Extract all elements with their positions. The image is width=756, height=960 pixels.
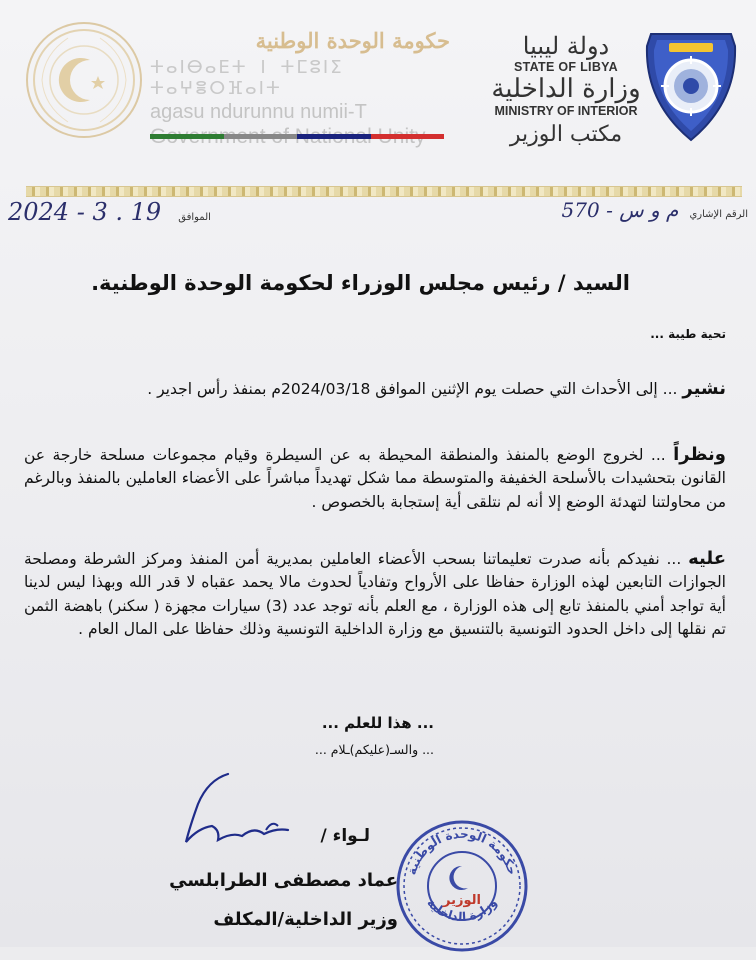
signatory-title: وزير الداخلية/المكلف [213, 909, 398, 930]
state-name-arabic: دولة ليبيا [522, 32, 610, 60]
police-badge-emblem [643, 28, 739, 146]
ministry-header [487, 32, 645, 147]
letter-greeting: تحية طيبة ... [650, 327, 726, 341]
signatory-rank: لـواء / [320, 826, 370, 846]
date-field [8, 198, 211, 228]
paragraph-2 [24, 443, 726, 514]
ministry-name-arabic: وزارة الداخلية [491, 74, 641, 104]
ministry-name-english: MINISTRY OF INTERIOR [494, 104, 638, 118]
paragraph-1 [24, 377, 726, 401]
official-stamp [392, 816, 532, 956]
paragraph-1-lead: نشير [682, 378, 726, 399]
minister-office-arabic: مكتب الوزير [509, 122, 623, 147]
date-value: 2024 - 3 . 19 [8, 198, 162, 226]
paragraph-2-lead: ونظراً [673, 444, 726, 465]
reference-number-field [538, 198, 748, 228]
stamp-center-text: الوزير [443, 893, 481, 908]
paragraph-3 [24, 547, 726, 642]
paragraph-3-lead: عليه [688, 548, 726, 569]
reference-value: م و س - 570 [561, 198, 679, 222]
signatory-name: عماد مصطفى الطرابلسي [169, 870, 398, 891]
reference-label: الرقم الإشاري [689, 209, 748, 220]
government-name-amazigh: agasu ndurunnu numii-T [150, 101, 367, 123]
stamp-top-text: حكومة الوحدة الوطنية [404, 826, 520, 877]
paragraph-1-text: ... إلى الأحداث التي حصلت يوم الإثنين الموافق 2024/03/18م بمنفذ رأس اجدير . [147, 380, 683, 398]
flag-color-bar [150, 134, 444, 139]
government-name-arabic: حكومة الوحدة الوطنية [255, 28, 450, 53]
stamp-bottom-text: وزارة الداخلية [424, 895, 500, 924]
closing-for-information: ... هذا للعلم ... [321, 714, 434, 732]
closing-salutation: ... والسـ(عليكم)ـلام ... [314, 742, 434, 757]
state-name-english: STATE OF LIBYA [514, 60, 618, 74]
government-name-tifinagh: ⵜⴰⵏⴱⴰⴹⵜ ⵏ ⵜⵎⵓⵏⵉ ⵜⴰⵖⴻⵔⴼⴰⵏⵜ [150, 57, 344, 99]
letter-addressee: السيد / رئيس مجلس الوزراء لحكومة الوحدة الوطنية. [91, 271, 630, 295]
date-label: الموافق [178, 212, 211, 223]
decorative-border [26, 186, 742, 197]
gnu-seal-emblem [26, 22, 142, 138]
paragraph-3-text: ... نفيدكم بأنه صدرت تعليماتنا بسحب الأعضاء العاملين بمديرية أمن المنفذ ومركز الشرطة ومصلحة الجوازات التابعين لهذه الوزارة حفاظا على الأرواح وتفادياً لحدوث مالا يحمد عقباه لا قدر الله وبهذا ليس لدينا أية تواجد أمني بالمنفذ تابع إلى هذه الوزارة ، مع العلم بأنه توجد عدد (3) سيارات مجهزة ( سكنر) باهضة الثمن تم نقلها إلى داخل الحدود التونسية بالتنسيق مع وزارة الداخلية التونسية وذلك حفاظا على المال العام . [24, 550, 726, 639]
handwritten-signature [168, 770, 298, 862]
government-header [150, 28, 450, 149]
paragraph-2-text: ... لخروج الوضع بالمنفذ والمنطقة المحيطة به عن السيطرة وقيام مجموعات مسلحة خارجة عن القانون بتحشيدات بالأسلحة الخفيفة والمتوسطة مما شكل تهديداً مباشراً على الأعضاء العاملين بالمنفذ وبالرغم من محاولتنا لتهدئة الوضع إلا أنه لم نتلقى أية إستجابة بالخصوص . [24, 446, 726, 511]
